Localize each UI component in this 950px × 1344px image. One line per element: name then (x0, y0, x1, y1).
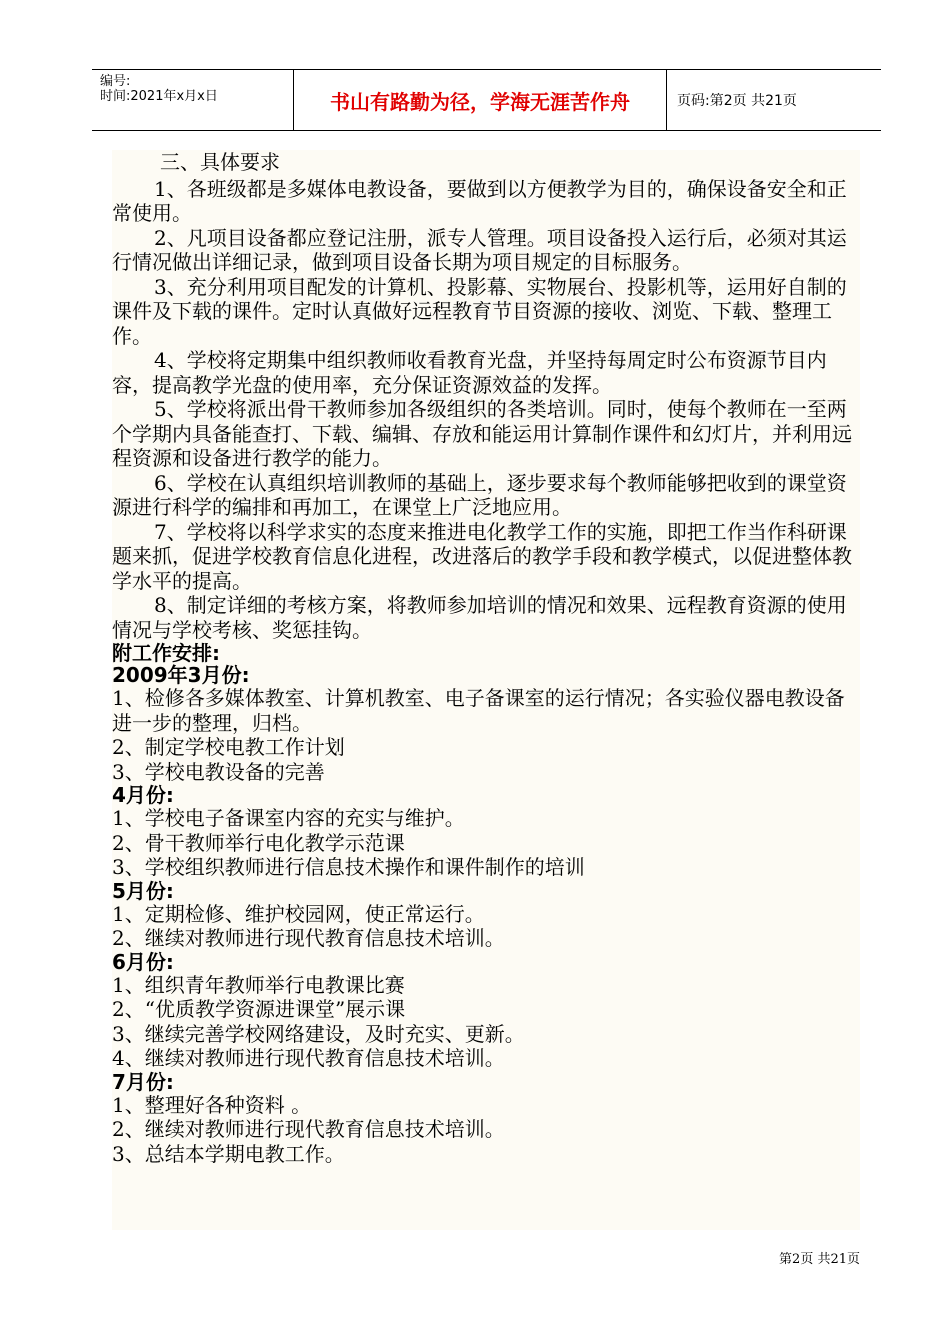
page-header (92, 69, 881, 131)
requirement-item: 8、制定详细的考核方案，将教师参加培训的情况和效果、远程教育资源的使用情况与学校考核、奖惩挂钩。 (112, 593, 847, 642)
schedule-item: 1、检修各多媒体教室、计算机教室、电子备课室的运行情况；各实验仪器电教设备进一步的整理，归档。 (112, 686, 845, 735)
schedule-item: 2、“优质教学资源进课堂”展示课 (112, 997, 406, 1021)
requirement-item: 2、凡项目设备都应登记注册，派专人管理。项目设备投入运行后，必须对其运行情况做出详细记录，做到项目设备长期为项目规定的目标服务。 (112, 225, 847, 274)
header-motto-cell (293, 70, 667, 130)
requirement-item: 3、充分利用项目配发的计算机、投影幕、实物展台、投影机等，运用好自制的课件及下载的课件。定时认真做好远程教育节目资源的接收、浏览、下载、整理工作。 (112, 274, 847, 348)
month-heading: 6月份: (112, 949, 174, 974)
requirement-item: 1、各班级都是多媒体电教设备，要做到以方便教学为目的，确保设备安全和正常使用。 (112, 176, 847, 225)
schedule-item: 1、组织青年教师举行电教课比赛 (112, 972, 405, 997)
schedule-item: 3、总结本学期电教工作。 (112, 1141, 345, 1166)
requirement-item: 7、学校将以科学求实的态度来推进电化教学工作的实施，即把工作当作科研课题来抓，促进学校教育信息化进程，改进落后的教学手段和教学模式，以促进整体教学水平的提高。 (112, 519, 852, 593)
schedule-item: 3、继续完善学校网络建设，及时充实、更新。 (112, 1021, 525, 1046)
header-page-number: 页码:第2页 共21页 (677, 93, 797, 109)
doc-time-label: 时间:2021年x月x日 (100, 89, 218, 104)
schedule-item: 1、整理好各种资料 。 (112, 1092, 312, 1117)
section-title: 三、具体要求 (160, 150, 280, 174)
schedule-item: 3、学校组织教师进行信息技术操作和课件制作的培训 (112, 855, 585, 879)
schedule-item: 2、继续对教师进行现代教育信息技术培训。 (112, 926, 505, 950)
header-meta (92, 70, 292, 134)
document-body (112, 150, 860, 1230)
schedule-item: 2、继续对教师进行现代教育信息技术培训。 (112, 1117, 505, 1141)
month-heading: 5月份: (112, 878, 174, 903)
schedule-item: 4、继续对教师进行现代教育信息技术培训。 (112, 1046, 505, 1070)
requirement-item: 6、学校在认真组织培训教师的基础上，逐步要求每个教师能够把收到的课堂资源进行科学的编排和再加工，在课堂上广泛地应用。 (112, 470, 847, 519)
month-heading: 7月份: (112, 1069, 174, 1094)
schedule-item: 3、学校电教设备的完善 (112, 759, 325, 784)
schedule-item: 1、定期检修、维护校园网，使正常运行。 (112, 901, 485, 926)
header-motto: 书山有路勤为径，学海无涯苦作舟 (330, 89, 630, 114)
schedule-title: 附工作安排: (112, 641, 220, 665)
requirement-item: 4、学校将定期集中组织教师收看教育光盘，并坚持每周定时公布资源节目内容，提高教学光盘的使用率，充分保证资源效益的发挥。 (112, 348, 827, 397)
page-footer: 第2页 共21页 (779, 1252, 860, 1267)
requirement-item: 5、学校将派出骨干教师参加各级组织的各类培训。同时，使每个教师在一至两个学期内具备能查打、下载、编辑、存放和能运用计算制作课件和幻灯片，并利用远程资源和设备进行教学的能力。 (112, 397, 852, 470)
schedule-item: 1、学校电子备课室内容的充实与维护。 (112, 806, 465, 830)
schedule-item: 2、骨干教师举行电化教学示范课 (112, 830, 405, 855)
month-heading: 2009年3月份: (112, 663, 250, 687)
doc-number-label: 编号: (100, 74, 131, 89)
month-heading: 4月份: (112, 783, 174, 807)
schedule-item: 2、制定学校电教工作计划 (112, 735, 345, 759)
